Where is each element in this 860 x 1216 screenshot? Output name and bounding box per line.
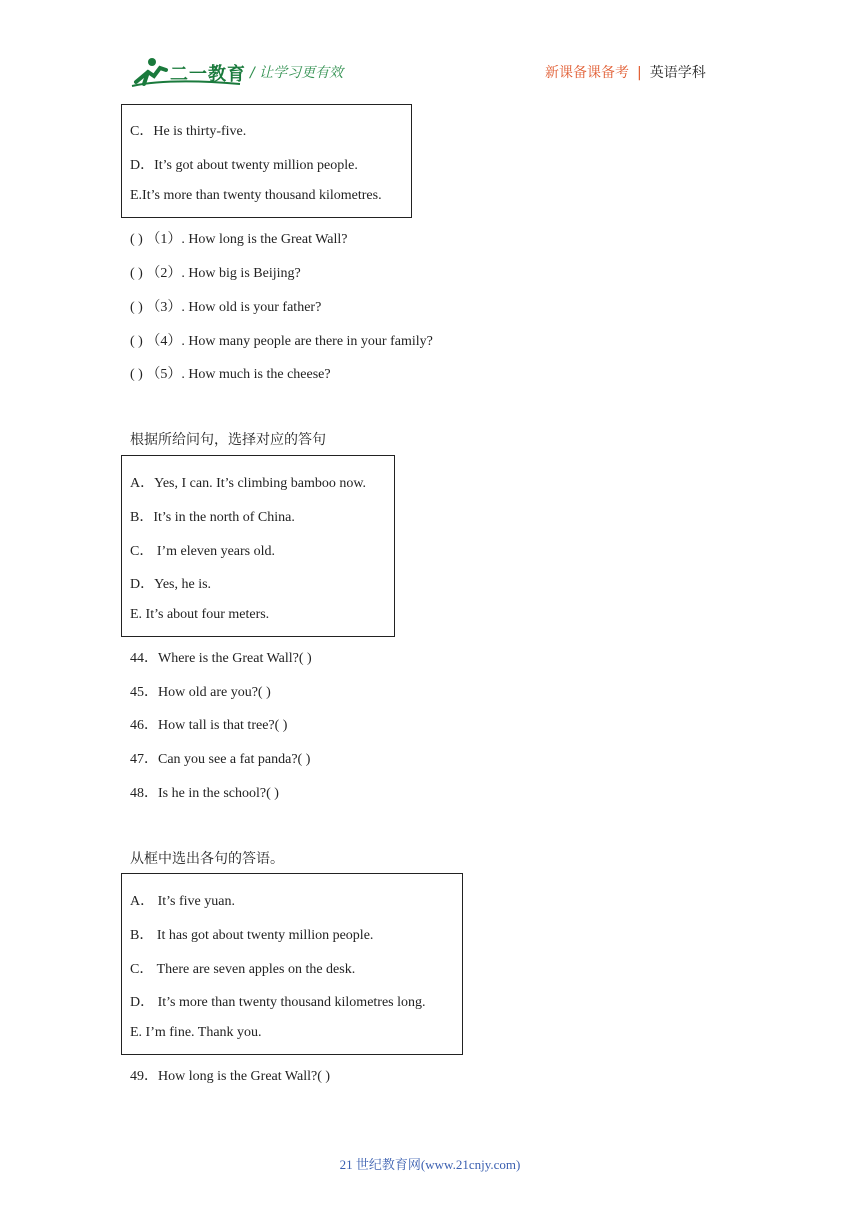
option-line: D．Yes, he is.: [130, 577, 212, 592]
answer-box-2: [121, 455, 395, 637]
option-line: D．It’s got about twenty million people.: [130, 158, 358, 173]
option-line: B．It’s in the north of China.: [130, 510, 295, 525]
option-line: E.It’s more than twenty thousand kilometres.: [130, 188, 382, 203]
question-line: ( ) （3）. How old is your father?: [130, 300, 322, 315]
section-title: 根据所给问句，选择对应的答句: [130, 432, 326, 448]
option-line: B． It has got about twenty million people.: [130, 928, 374, 943]
header-subject-tag: 新课备课备考: [545, 65, 629, 81]
option-line: E. It’s about four meters.: [130, 607, 270, 622]
header-right: [545, 62, 706, 82]
logo-text: 二一教育: [170, 64, 246, 85]
header-separator: |: [637, 65, 642, 81]
footer-source: 21 世纪教育网(www.21cnjy.com): [339, 1157, 521, 1172]
option-line: E. I’m fine. Thank you.: [130, 1025, 262, 1040]
question-line: 45．How old are you?( ): [130, 685, 271, 700]
option-line: D． It’s more than twenty thousand kilometres long.: [130, 995, 426, 1010]
option-line: C． There are seven apples on the desk.: [130, 962, 356, 977]
question-line: ( ) （1）. How long is the Great Wall?: [130, 232, 348, 247]
question-line: 44．Where is the Great Wall?( ): [130, 651, 312, 666]
question-line: 46．How tall is that tree?( ): [130, 718, 288, 733]
option-line: A．Yes, I can. It’s climbing bamboo now.: [130, 476, 367, 491]
header-subject: 英语学科: [649, 65, 706, 81]
question-line: ( ) （4）. How many people are there in your family?: [130, 334, 433, 349]
question-line: ( ) （5）. How much is the cheese?: [130, 367, 331, 382]
header-slogan: / 让学习更有效: [250, 65, 344, 81]
answer-box-1: [121, 104, 412, 218]
question-line: 47．Can you see a fat panda?( ): [130, 752, 311, 767]
section-title: 从框中选出各句的答语。: [130, 851, 284, 867]
option-line: C． I’m eleven years old.: [130, 544, 276, 559]
question-line: ( ) （2）. How big is Beijing?: [130, 266, 301, 281]
question-line: 48．Is he in the school?( ): [130, 786, 279, 801]
option-line: A． It’s five yuan.: [130, 894, 235, 909]
answer-box-3: [121, 873, 463, 1055]
option-line: C．He is thirty-five.: [130, 124, 247, 139]
question-line: 49．How long is the Great Wall?( ): [130, 1069, 331, 1084]
